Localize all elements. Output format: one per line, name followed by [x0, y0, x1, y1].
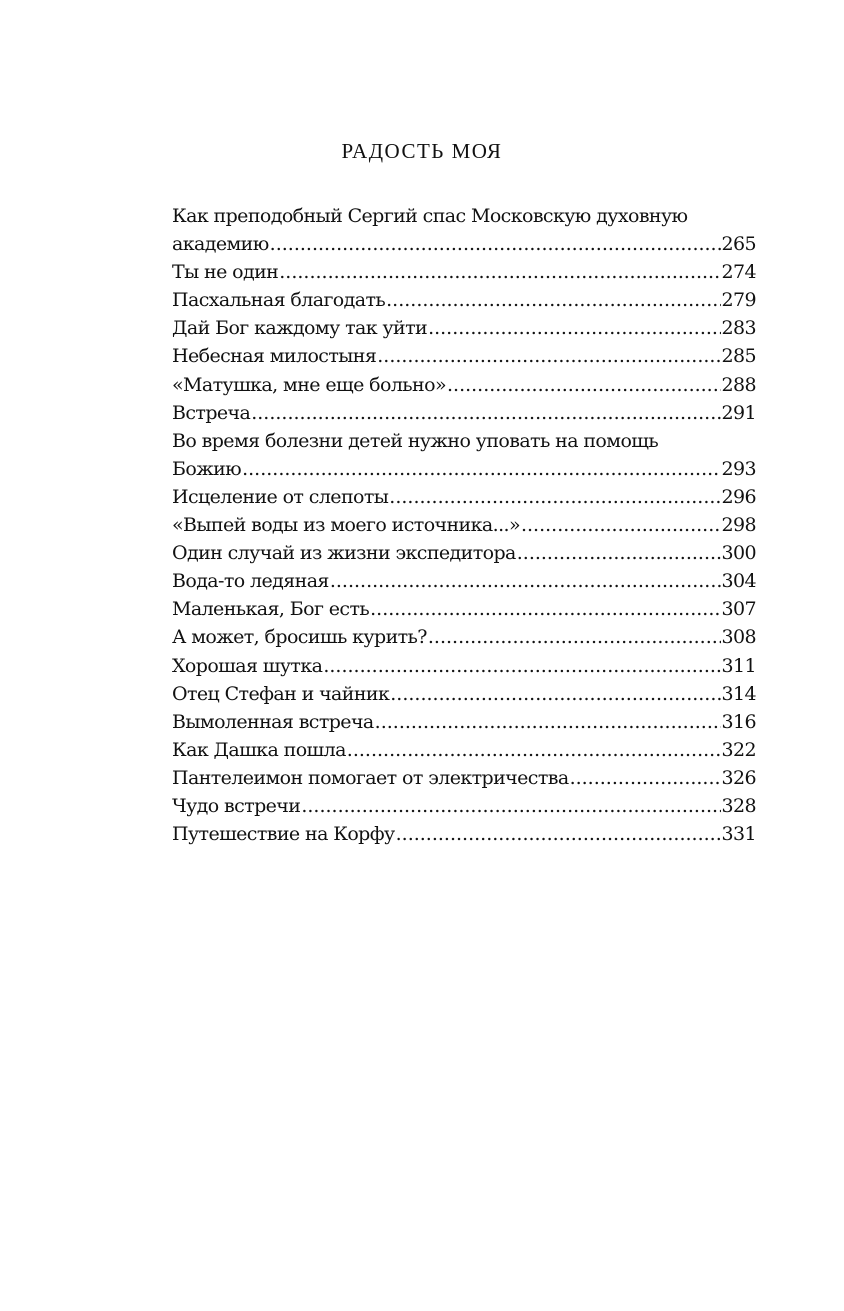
toc-entry — [172, 539, 756, 567]
toc-page-number: 296 — [721, 485, 756, 508]
toc-page-number: 300 — [721, 542, 756, 565]
toc-entry — [172, 202, 756, 258]
toc-entry-title: Хорошая шутка — [172, 654, 323, 677]
dot-leader — [251, 399, 720, 427]
toc-entry — [172, 427, 756, 483]
toc-entry-final-line — [172, 399, 756, 427]
toc-entry-final-line — [172, 764, 756, 792]
dot-leader — [521, 511, 721, 539]
dot-leader — [242, 455, 720, 483]
dot-leader — [279, 258, 720, 286]
toc-entry — [172, 652, 756, 680]
toc-page-number: 307 — [721, 598, 756, 621]
toc-entry-final-line — [172, 708, 756, 736]
toc-page-number: 326 — [721, 766, 756, 789]
toc-entry-title: Пантелеимон помогает от электричества — [172, 766, 569, 789]
toc-entry-title: Божию — [172, 457, 242, 480]
toc-page-number: 328 — [721, 794, 756, 817]
toc-entry-title: Чудо встречи — [172, 794, 301, 817]
dot-leader — [386, 286, 720, 314]
toc-entry — [172, 371, 756, 399]
toc-entry — [172, 399, 756, 427]
toc-entry-final-line — [172, 680, 756, 708]
toc-entry-final-line — [172, 792, 756, 820]
toc-page-number: 265 — [721, 233, 756, 256]
toc-entry-title: Пасхальная благодать — [172, 289, 386, 312]
toc-entry-line — [172, 202, 756, 230]
toc-page-number: 298 — [721, 514, 756, 537]
toc-entry — [172, 314, 756, 342]
toc-entry-title: Во время болезни детей нужно уповать на помощь — [172, 429, 659, 452]
toc-page-number: 288 — [721, 373, 756, 396]
toc-entry-final-line — [172, 455, 756, 483]
toc-entry-final-line — [172, 286, 756, 314]
dot-leader — [447, 371, 721, 399]
toc-entry — [172, 342, 756, 370]
toc-entry-final-line — [172, 539, 756, 567]
toc-entry-final-line — [172, 652, 756, 680]
dot-leader — [347, 736, 721, 764]
toc-entry-title: Вода-то ледяная — [172, 570, 329, 593]
toc-entry — [172, 680, 756, 708]
toc-page-number: 293 — [721, 457, 756, 480]
toc-page-number: 314 — [721, 682, 756, 705]
toc-entry — [172, 820, 756, 848]
dot-leader — [323, 652, 720, 680]
dot-leader — [390, 680, 720, 708]
toc-entry-title: «Выпей воды из моего источника...» — [172, 514, 520, 537]
toc-page-number: 291 — [721, 401, 756, 424]
toc-entry-final-line — [172, 483, 756, 511]
table-of-contents — [172, 202, 756, 848]
toc-entry-final-line — [172, 342, 756, 370]
toc-page-number: 279 — [721, 289, 756, 312]
toc-page-number: 316 — [721, 710, 756, 733]
toc-entry-title: Как Дашка пошла — [172, 738, 346, 761]
toc-entry-title: Путешествие на Корфу — [172, 823, 395, 846]
toc-entry — [172, 736, 756, 764]
dot-leader — [375, 708, 721, 736]
toc-entry — [172, 511, 756, 539]
dot-leader — [301, 792, 720, 820]
toc-page-number: 283 — [721, 317, 756, 340]
dot-leader — [370, 595, 720, 623]
toc-entry — [172, 764, 756, 792]
toc-entry — [172, 567, 756, 595]
toc-entry-final-line — [172, 623, 756, 651]
toc-entry-final-line — [172, 511, 756, 539]
toc-entry-title: «Матушка, мне еще больно» — [172, 373, 446, 396]
toc-entry — [172, 483, 756, 511]
toc-entry-title: Дай Бог каждому так уйти — [172, 317, 428, 340]
dot-leader — [270, 230, 721, 258]
dot-leader — [389, 483, 720, 511]
dot-leader — [428, 623, 721, 651]
toc-entry-title: Маленькая, Бог есть — [172, 598, 370, 621]
dot-leader — [517, 539, 721, 567]
toc-entry-title: Встреча — [172, 401, 251, 424]
toc-entry — [172, 623, 756, 651]
dot-leader — [396, 820, 721, 848]
toc-page-number: 311 — [721, 654, 756, 677]
dot-leader — [570, 764, 721, 792]
toc-entry-title: Вымоленная встреча — [172, 710, 374, 733]
toc-entry-title: академию — [172, 233, 269, 256]
dot-leader — [377, 342, 720, 370]
toc-entry-title: Один случай из жизни экспедитора — [172, 542, 516, 565]
toc-entry-title: А может, бросишь курить? — [172, 626, 427, 649]
toc-page-number: 285 — [721, 345, 756, 368]
toc-entry — [172, 286, 756, 314]
toc-entry-final-line — [172, 230, 756, 258]
toc-entry-final-line — [172, 736, 756, 764]
toc-entry-title: Как преподобный Сергий спас Московскую духовную — [172, 205, 688, 227]
toc-page-number: 331 — [721, 823, 756, 846]
toc-entry-line — [172, 427, 756, 455]
toc-entry — [172, 708, 756, 736]
dot-leader — [330, 567, 721, 595]
toc-entry-title: Небесная милостыня — [172, 345, 377, 368]
toc-entry-title: Отец Стефан и чайник — [172, 682, 390, 705]
toc-entry-final-line — [172, 258, 756, 286]
toc-entry-final-line — [172, 371, 756, 399]
toc-entry — [172, 258, 756, 286]
dot-leader — [428, 314, 720, 342]
toc-entry-final-line — [172, 567, 756, 595]
toc-entry-title: Ты не один — [172, 261, 279, 284]
toc-page-number: 274 — [721, 261, 756, 284]
toc-entry-title: Исцеление от слепоты — [172, 485, 389, 508]
running-head: РАДОСТЬ МОЯ — [341, 139, 503, 163]
toc-entry-final-line — [172, 820, 756, 848]
toc-page-number: 322 — [721, 738, 756, 761]
toc-page-number: 308 — [721, 626, 756, 649]
toc-entry — [172, 595, 756, 623]
toc-entry-final-line — [172, 314, 756, 342]
toc-entry-final-line — [172, 595, 756, 623]
toc-page-number: 304 — [721, 570, 756, 593]
toc-entry — [172, 792, 756, 820]
